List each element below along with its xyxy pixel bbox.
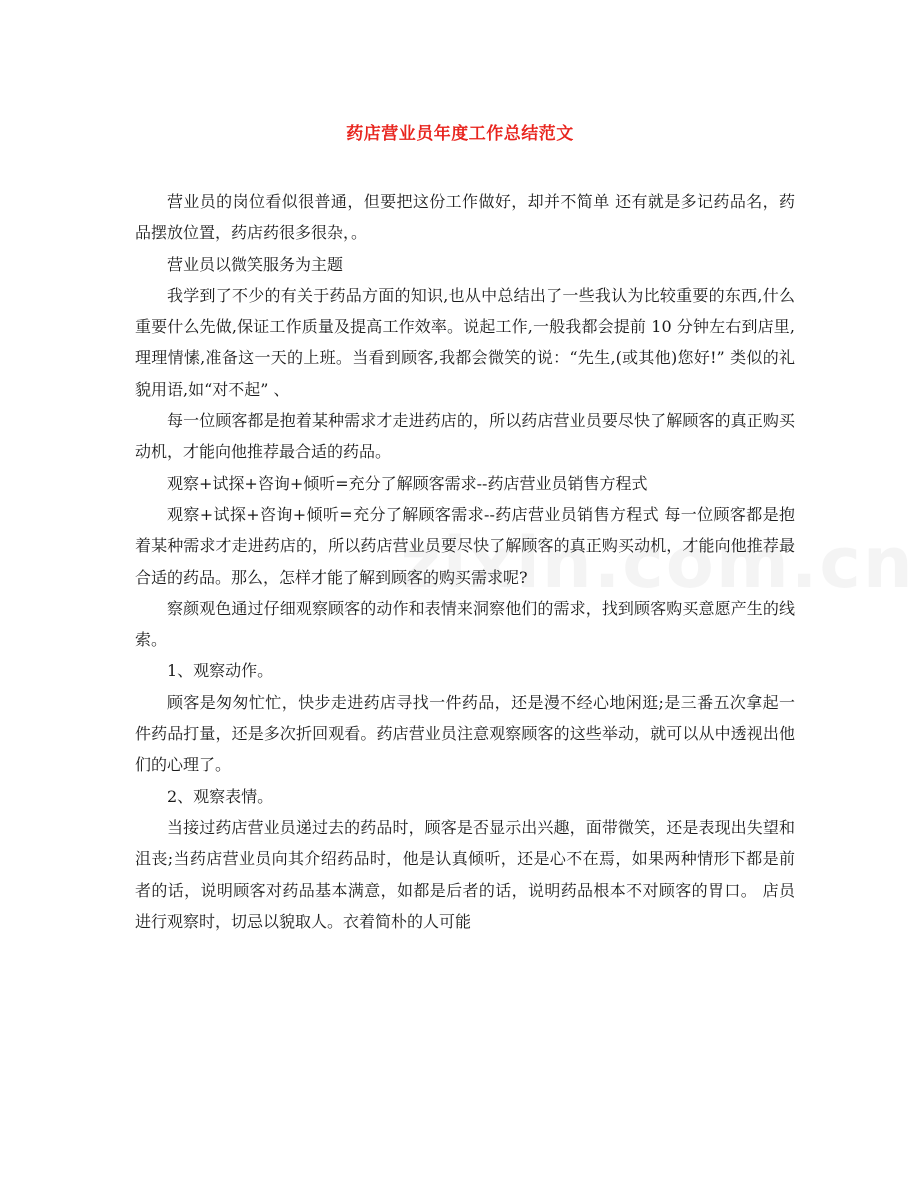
paragraph-formula: 观察+试探+咨询+倾听=充分了解顾客需求--药店营业员销售方程式 [167, 473, 648, 493]
heading-observe-actions: 1、观察动作。 [167, 661, 274, 681]
paragraph-expressions: 当接过药店营业员递过去的药品时，顾客是否显示出兴趣，面带微笑，还是表现出失望和沮丧;当药店营业员向其介绍药品时，他是认真倾听，还是心不在焉，如果两种情形下都是前者的话，说明顾客对药品基本满意，如都是后者的话，说明药品根本不对顾客的胃口。 店员进行观察时，切忌以貌取人。衣着简朴的人可能 [135, 817, 795, 931]
paragraph-observation: 察颜观色通过仔细观察顾客的动作和表情来洞察他们的需求，找到顾客购买意愿产生的线索。 [135, 598, 795, 650]
paragraph-knowledge: 我学到了不少的有关于药品方面的知识,也从中总结出了一些我认为比较重要的东西,什么重要什么先做,保证工作质量及提高工作效率。说起工作,一般我都会提前 10 分钟左右到店里,理理情愫,准备这一天的上班。当看到顾客,我都会微笑的说：“先生,(或其他)您好!” 类似的礼貌用语,如“对不起” 、 [135, 285, 795, 399]
heading-observe-expressions: 2、观察表情。 [167, 786, 274, 806]
paragraph-actions: 顾客是匆匆忙忙，快步走进药店寻找一件药品，还是漫不经心地闲逛;是三番五次拿起一件药品打量，还是多次折回观看。药店营业员注意观察顾客的这些举动，就可以从中透视出他们的心理了。 [135, 692, 795, 775]
paragraph-smile-service: 营业员以微笑服务为主题 [167, 254, 344, 274]
paragraph-intro: 营业员的岗位看似很普通，但要把这份工作做好，却并不简单 还有就是多记药品名，药品摆放位置，药店药很多很杂，。 [135, 192, 795, 243]
document-title: 药店营业员年度工作总结范文 [346, 124, 574, 144]
paragraph-customer-needs: 每一位顾客都是抱着某种需求才走进药店的，所以药店营业员要尽快了解顾客的真正购买动机，才能向他推荐最合适的药品。 [135, 411, 795, 462]
paragraph-formula-detail: 观察+试探+咨询+倾听=充分了解顾客需求--药店营业员销售方程式 每一位顾客都是抱着某种需求才走进药店的，所以药店营业员要尽快了解顾客的真正购买动机，才能向他推荐最合适的药品。那么，怎样才能了解到顾客的购买需求呢? [135, 504, 795, 587]
document-body [135, 186, 795, 937]
